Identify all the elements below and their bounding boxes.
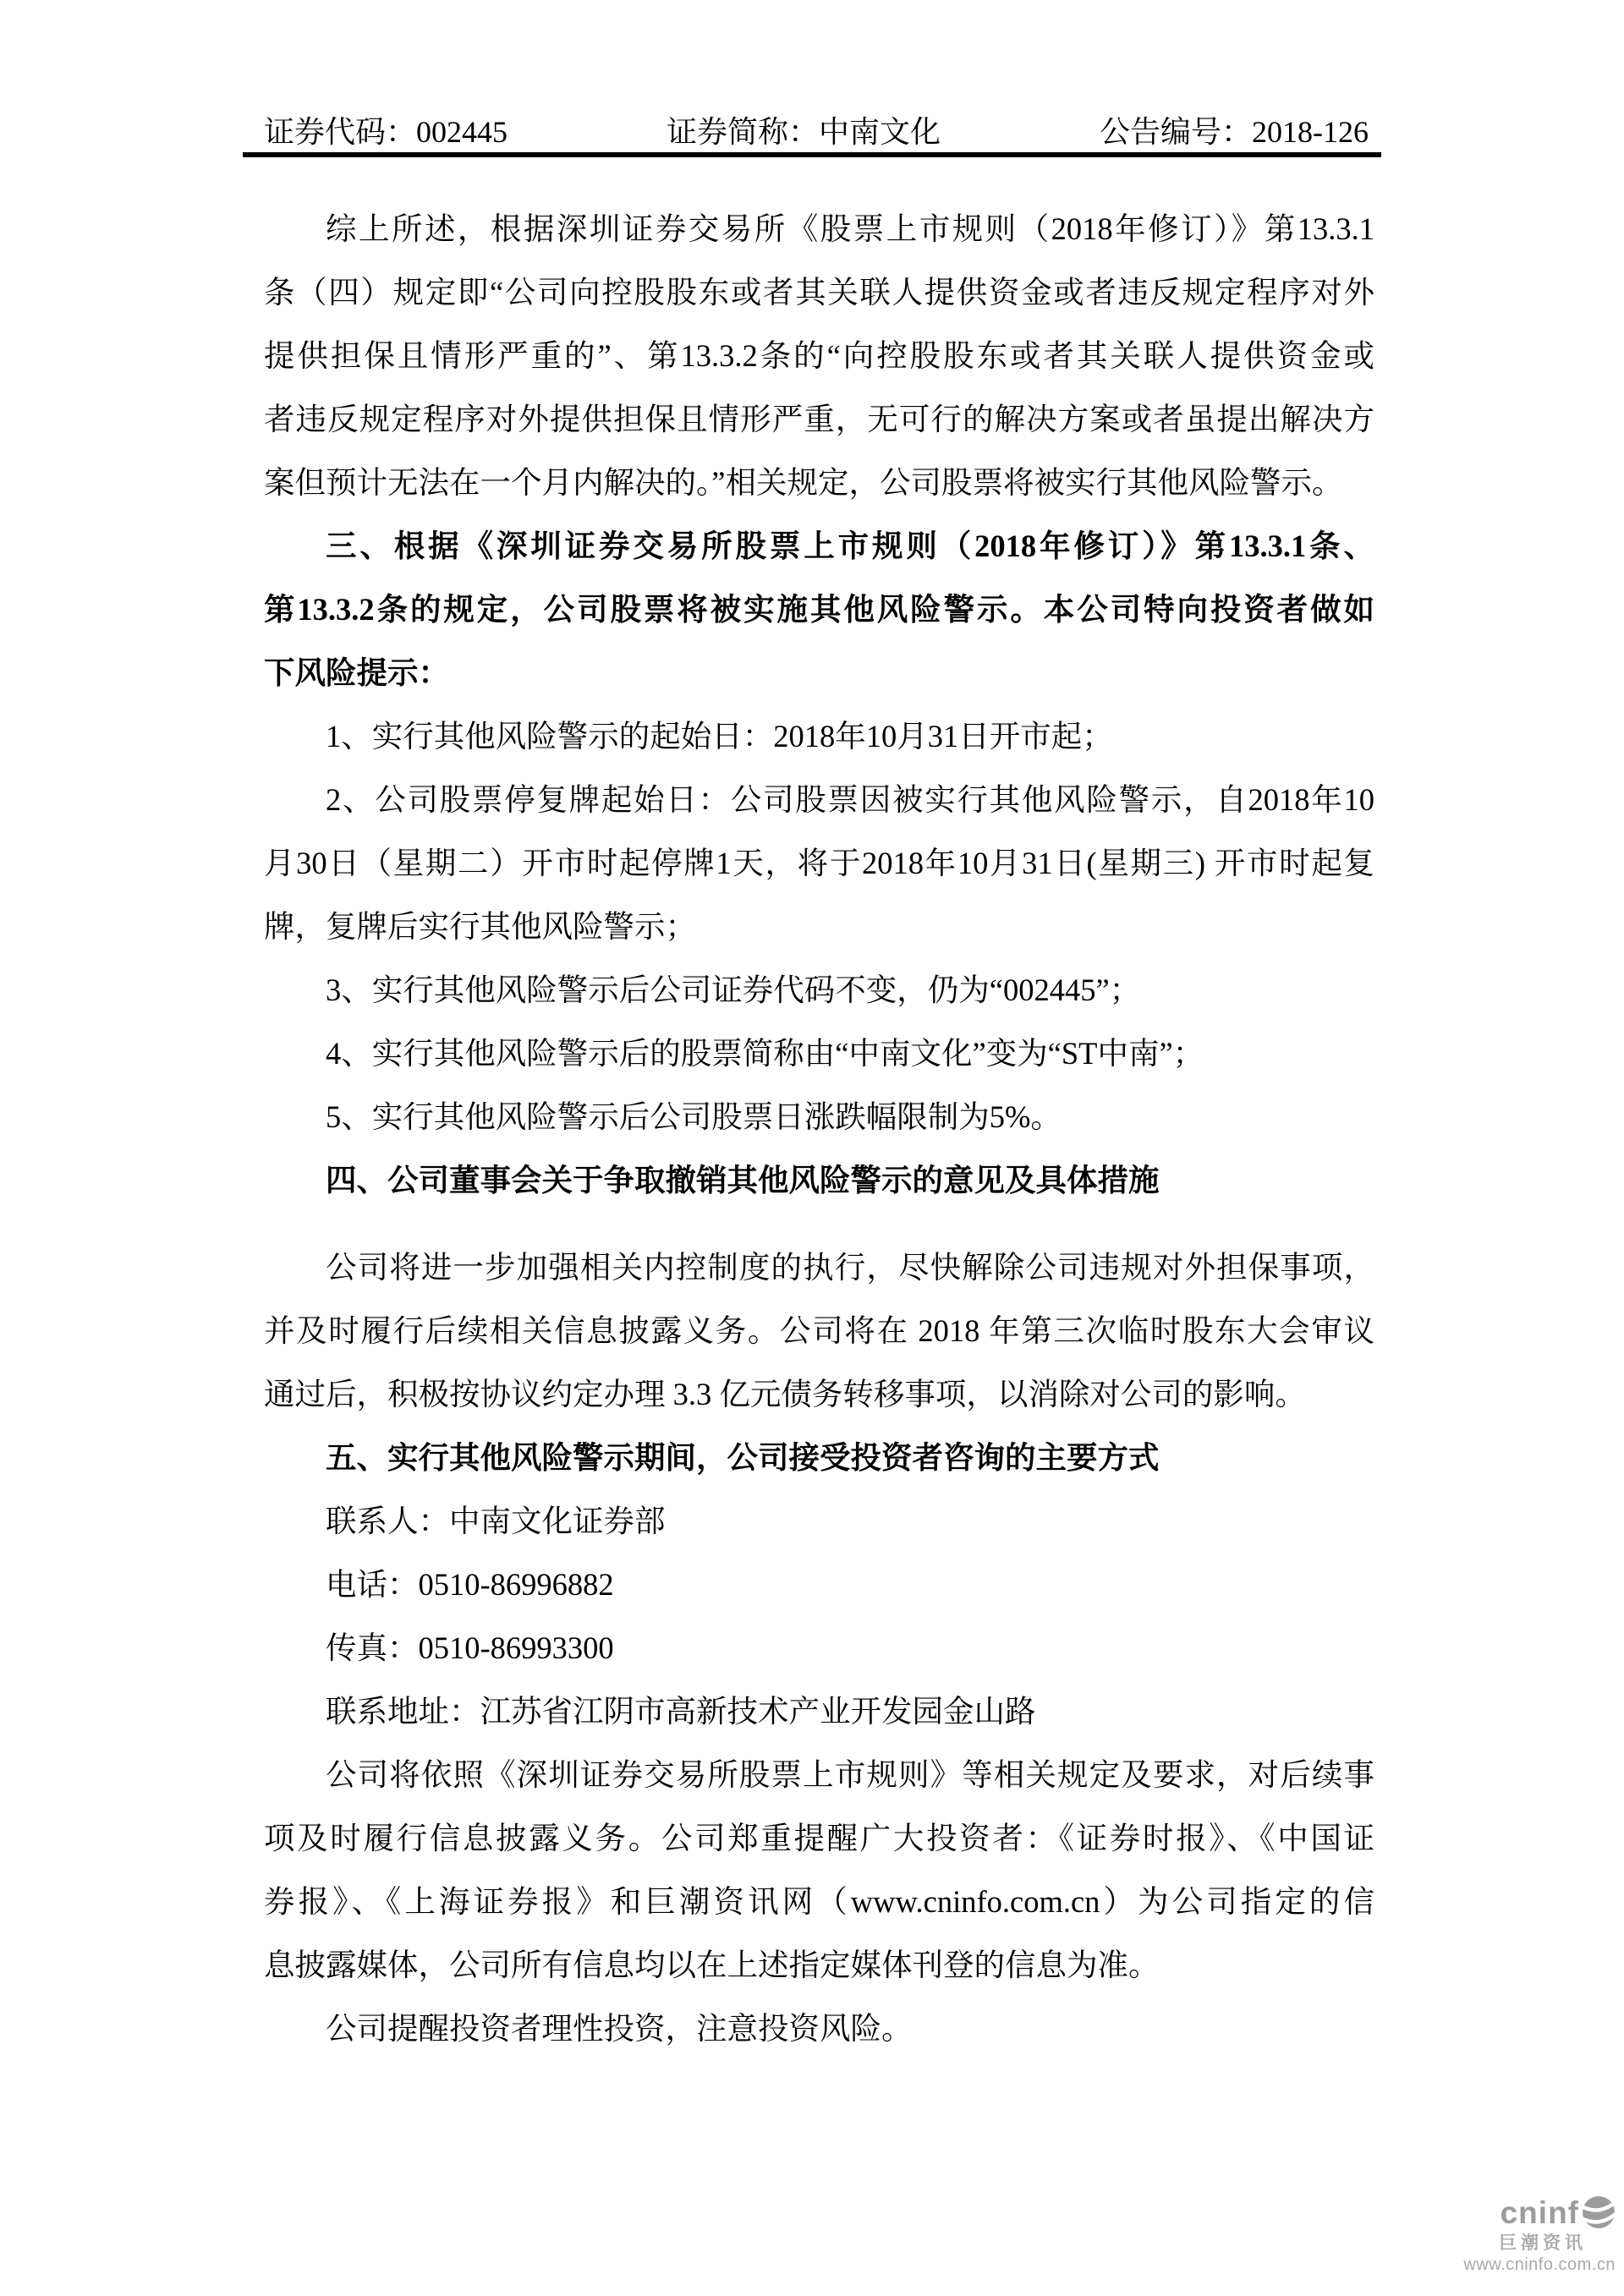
document-header xyxy=(264,115,1369,149)
paragraph xyxy=(264,1236,1374,1426)
section-heading xyxy=(264,1148,1374,1212)
text-line: 传真：0510-86993300 xyxy=(326,1630,614,1665)
text-line: 案但预计无法在一个月内解决的。”相关规定，公司股票将被实行其他风险警示。 xyxy=(264,465,1343,500)
paragraph xyxy=(264,768,1374,958)
cninfo-logo-text: cninf xyxy=(1500,2195,1579,2230)
text-line: 项及时履行信息披露义务。公司郑重提醒广大投资者：《证券时报》、《中国证 xyxy=(264,1821,1374,1855)
text-line: 综上所述，根据深圳证券交易所《股票上市规则（2018年修订）》第13.3.1 xyxy=(326,211,1374,246)
text-line: 5、实行其他风险警示后公司股票日涨跌幅限制为5%。 xyxy=(326,1099,1062,1134)
text-line: 公司将依照《深圳证券交易所股票上市规则》等相关规定及要求，对后续事 xyxy=(326,1757,1374,1792)
announcement-number: 公告编号：2018-126 xyxy=(1100,115,1369,149)
text-line: 并及时履行后续相关信息披露义务。公司将在 2018 年第三次临时股东大会审议 xyxy=(264,1313,1374,1348)
cninfo-logo-row xyxy=(1455,2195,1616,2229)
globe-icon xyxy=(1582,2195,1616,2229)
paragraph xyxy=(264,1489,1374,1553)
header-divider xyxy=(243,152,1381,157)
text-line: 五、实行其他风险警示期间，公司接受投资者咨询的主要方式 xyxy=(326,1440,1160,1475)
text-line: 1、实行其他风险警示的起始日：2018年10月31日开市起； xyxy=(326,719,1113,753)
text-line: 4、实行其他风险警示后的股票简称由“中南文化”变为“ST中南”； xyxy=(326,1036,1204,1071)
section-heading xyxy=(264,1426,1374,1489)
document-body xyxy=(264,197,1374,2060)
paragraph xyxy=(264,1553,1374,1616)
paragraph xyxy=(264,958,1374,1022)
text-line: 月30日（星期二）开市时起停牌1天，将于2018年10月31日(星期三) 开市时起复 xyxy=(264,846,1374,880)
text-line: 牌，复牌后实行其他风险警示； xyxy=(264,909,696,944)
text-line: 下风险提示： xyxy=(264,655,449,690)
text-line: 者违反规定程序对外提供担保且情形严重，无可行的解决方案或者虽提出解决方 xyxy=(264,402,1374,436)
text-line: 电话：0510-86996882 xyxy=(326,1567,614,1602)
text-line: 联系地址：江苏省江阴市高新技术产业开发园金山路 xyxy=(326,1694,1036,1729)
text-line: 第13.3.2条的规定，公司股票将被实施其他风险警示。本公司特向投资者做如 xyxy=(264,592,1374,627)
stock-short-name: 证券简称：中南文化 xyxy=(667,115,941,149)
text-line: 通过后，积极按协议约定办理 3.3 亿元债务转移事项，以消除对公司的影响。 xyxy=(264,1377,1306,1411)
text-line: 2、公司股票停复牌起始日：公司股票因被实行其他风险警示，自2018年10 xyxy=(326,782,1374,817)
text-line: 公司将进一步加强相关内控制度的执行，尽快解除公司违规对外担保事项， xyxy=(326,1250,1374,1285)
paragraph xyxy=(264,1997,1374,2060)
paragraph xyxy=(264,1022,1374,1085)
cninfo-watermark xyxy=(1455,2195,1616,2273)
text-line: 公司提醒投资者理性投资，注意投资风险。 xyxy=(326,2011,913,2046)
text-line: 3、实行其他风险警示后公司证券代码不变，仍为“002445”； xyxy=(326,973,1141,1007)
text-line: 联系人：中南文化证券部 xyxy=(326,1504,666,1538)
paragraph xyxy=(264,197,1374,514)
section-heading xyxy=(264,514,1374,704)
text-line: 四、公司董事会关于争取撤销其他风险警示的意见及具体措施 xyxy=(326,1163,1160,1197)
text-line: 券报》、《上海证券报》和巨潮资讯网（www.cninfo.com.cn）为公司指定的信 xyxy=(264,1884,1374,1919)
cninfo-brand-cn: 巨潮资讯 xyxy=(1499,2233,1587,2253)
cninfo-url: www.cninfo.com.cn xyxy=(1463,2255,1616,2274)
paragraph xyxy=(264,1085,1374,1148)
text-line: 三、根据《深圳证券交易所股票上市规则（2018年修订）》第13.3.1条、 xyxy=(326,529,1374,563)
text-line: 提供担保且情形严重的”、第13.3.2条的“向控股股东或者其关联人提供资金或 xyxy=(264,338,1374,373)
text-line: 息披露媒体，公司所有信息均以在上述指定媒体刊登的信息为准。 xyxy=(264,1948,1160,1982)
paragraph xyxy=(264,704,1374,768)
stock-code: 证券代码：002445 xyxy=(264,115,508,149)
paragraph xyxy=(264,1616,1374,1680)
paragraph xyxy=(264,1680,1374,1743)
paragraph xyxy=(264,1743,1374,1997)
text-line: 条（四）规定即“公司向控股股东或者其关联人提供资金或者违反规定程序对外 xyxy=(264,275,1374,310)
